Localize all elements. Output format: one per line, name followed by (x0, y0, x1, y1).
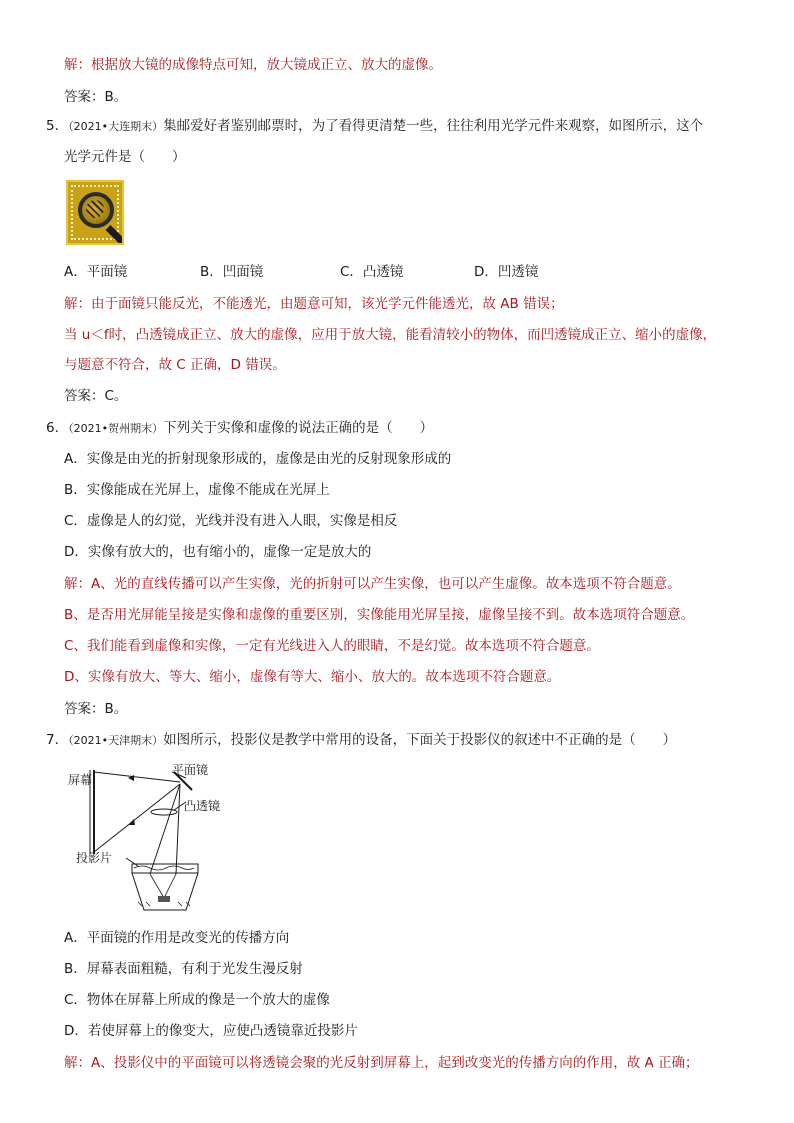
q5-solution-line1: 解：由于面镜只能反光，不能透光，由题意可知，该光学元件能透光，故 AB 错误； (64, 296, 564, 312)
projector-diagram (68, 762, 248, 917)
q5-option-b: B．凹面镜 (200, 264, 264, 280)
q4-answer: 答案：B。 (64, 89, 128, 105)
arrow-icon (128, 819, 135, 825)
q6-solution-c: C、我们能看到虚像和实像，一定有光线进入人的眼睛，不是幻觉。故本选项不符合题意。 (64, 638, 600, 654)
ray-inner-right (164, 874, 176, 898)
q7-source: （2021•天津期末） (68, 734, 164, 747)
q6-stem (46, 419, 433, 438)
q7-option-c: C．物体在屏幕上所成的像是一个放大的虚像 (64, 992, 330, 1008)
q6-solution-d: D、实像有放大、等大、缩小，虚像有等大、缩小、放大的。故本选项不符合题意。 (64, 669, 561, 685)
q5-solution-line3: 与题意不符合，故 C 正确，D 错误。 (64, 357, 286, 373)
ray-down-right (176, 784, 180, 874)
slide-pattern (134, 866, 194, 870)
q6-stem-text: 下列关于实像和虚像的说法正确的是（ ） (163, 420, 434, 436)
q6-number: 6． (46, 420, 69, 436)
q7-option-b: B．屏幕表面粗糙，有利于光发生漫反射 (64, 961, 303, 977)
q5-source: （2021•大连期末） (68, 120, 164, 133)
q7-number: 7． (46, 732, 69, 748)
stamp-pattern (86, 200, 104, 218)
q7-stem-text: 如图所示，投影仪是教学中常用的设备，下面关于投影仪的叙述中不正确的是（ ） (163, 732, 677, 748)
q5-solution-line2: 当 u＜f时，凸透镜成正立、放大的虚像，应用于放大镜，能看清较小的物体，而凹透镜成正立、缩小的虚像， (64, 327, 717, 343)
q5-answer: 答案：C。 (64, 388, 128, 404)
q5-option-c: C．凸透镜 (340, 264, 404, 280)
lens-label: 凸透镜 (184, 799, 221, 813)
q6-solution-a: 解：A、光的直线传播可以产生实像，光的折射可以产生实像，也可以产生虚像。故本选项不符合题意。 (64, 576, 681, 592)
ray-inner-left (150, 874, 164, 898)
q4-solution: 解：根据放大镜的成像特点可知，放大镜成正立、放大的虚像。 (64, 57, 442, 73)
q6-option-b: B．实像能成在光屏上，虚像不能成在光屏上 (64, 482, 330, 498)
q6-option-c: C．虚像是人的幻觉，光线并没有进入人眼，实像是相反 (64, 513, 398, 529)
box-hatching (138, 902, 190, 906)
q6-option-a: A．实像是由光的折射现象形成的，虚像是由光的反射现象形成的 (64, 451, 452, 467)
mirror-label: 平面镜 (172, 763, 209, 777)
q7-option-a: A．平面镜的作用是改变光的传播方向 (64, 930, 290, 946)
q5-stem-line1 (46, 117, 703, 136)
q5-number: 5． (46, 118, 69, 134)
slide-label: 投影片 (76, 851, 113, 865)
q5-option-d: D．凹透镜 (474, 264, 539, 280)
q5-stem-text: 集邮爱好者鉴别邮票时，为了看得更清楚一些，往往利用光学元件来观察，如图所示，这个 (163, 118, 704, 134)
stamp-magnifier-image (66, 180, 124, 245)
q7-option-d: D．若使屏幕上的像变大，应使凸透镜靠近投影片 (64, 1023, 358, 1039)
q5-stem-line2: 光学元件是（ ） (64, 149, 186, 165)
ray-top (94, 772, 180, 782)
convex-lens-shape (151, 809, 177, 815)
q6-answer: 答案：B。 (64, 701, 128, 717)
q7-solution-line1: 解：A、投影仪中的平面镜可以将透镜会聚的光反射到屏幕上，起到改变光的传播方向的作用，故 A 正确； (64, 1055, 699, 1071)
screen-label: 屏幕 (68, 773, 93, 787)
q7-stem (46, 731, 676, 750)
q6-solution-b: B、是否用光屏能呈接是实像和虚像的重要区别，实像能用光屏呈接，虚像呈接不到。故本选项符合题意。 (64, 607, 695, 623)
ray-bottom (94, 784, 180, 852)
q6-source: （2021•贺州期末） (68, 422, 164, 435)
q5-option-a: A．平面镜 (64, 264, 128, 280)
ray-down-left (150, 784, 180, 874)
q6-option-d: D．实像有放大的，也有缩小的，虚像一定是放大的 (64, 544, 372, 560)
light-bulb-icon (158, 896, 170, 902)
